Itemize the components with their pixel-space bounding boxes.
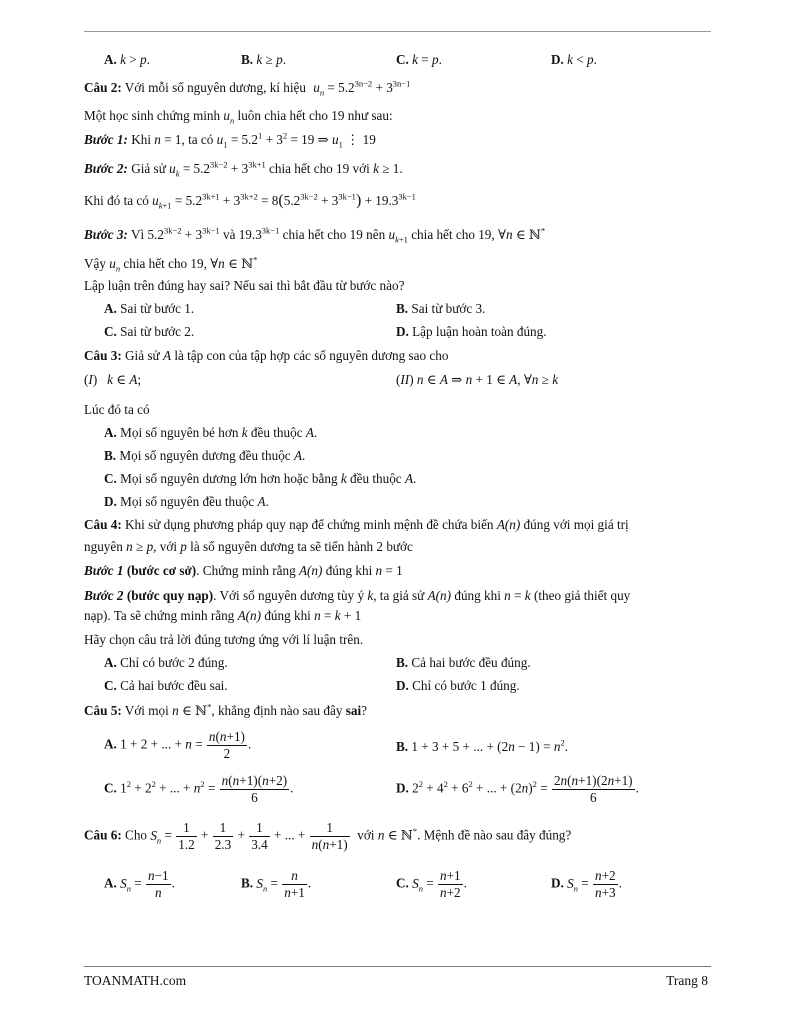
q2-step2-continued: Khi đó ta có $u_{k+1} = 5.2^{3k+1} + 3^{3k+2} = 8(5.2^{3k-2} + 3^{3k-1}) + 19.3^{3k-1}$	[84, 191, 416, 211]
q5-option-b: B. 1 + 3 + 5 + ... + $(2n - 1) = n^2$.	[396, 737, 568, 754]
footer-rule	[84, 966, 711, 967]
q2-conclusion: Vậy $u_n$ chia hết cho 19, ∀n ∈ ℕ*	[84, 254, 258, 274]
q2-option-c: C. Sai từ bước 2.	[104, 324, 195, 339]
q1-option-b: B. k ≥ p.	[241, 52, 286, 67]
q3-condition-2: (II) n ∈ A ⇒ n + 1 ∈ A, ∀n ≥ k	[396, 372, 559, 387]
q4-step1: Bước 1 (bước cơ sở). Chứng minh rằng A(n) đúng khi n = 1	[84, 563, 403, 578]
q3-lead: Lúc đó ta có	[84, 402, 150, 417]
q2-option-d: D. Lập luận hoàn toàn đúng.	[396, 324, 547, 339]
q1-option-d: D. k < p.	[551, 52, 597, 67]
q2-question: Lập luận trên đúng hay sai? Nếu sai thì bắt đầu từ bước nào?	[84, 278, 405, 293]
q4-option-a: A. Chỉ có bước 2 đúng.	[104, 655, 228, 670]
q2-option-a: A. Sai từ bước 1.	[104, 301, 195, 316]
q6-option-c: C. $S_n$ = $\frac{n+1}{n+2}$ .	[396, 868, 467, 900]
q5-stem: Câu 5: Với mọi n ∈ ℕ*, khẳng định nào sau đây sai?	[84, 701, 368, 718]
q3-option-d: D. Mọi số nguyên đều thuộc A.	[104, 494, 269, 509]
q6-option-a: A. $S_n$ = $\frac{n-1}{n}$ .	[104, 868, 175, 900]
q2-option-b: B. Sai từ bước 3.	[396, 301, 486, 316]
q1-option-c: C. k = p.	[396, 52, 442, 67]
q4-option-d: D. Chỉ có bước 1 đúng.	[396, 678, 520, 693]
q6-option-d: D. $S_n$ = $\frac{n+2}{n+3}$ .	[551, 868, 622, 900]
q6-option-b: B. $S_n$ = $\frac{n}{n+1}$ .	[241, 868, 312, 900]
q3-option-b: B. Mọi số nguyên dương đều thuộc A.	[104, 448, 306, 463]
q3-condition-1: (I) k ∈ A;	[84, 372, 142, 387]
q4-option-b: B. Cả hai bước đều đúng.	[396, 655, 531, 670]
q4-step2: Bước 2 (bước quy nạp). Với số nguyên dương tùy ý k, ta giả sử A(n) đúng khi n = k (theo giả thiết quy	[84, 588, 631, 603]
q2-step3: Bước 3: Vì $5.2^{3k-2} + 3^{3k-1}$ và $19.3^{3k-1}$ chia hết cho 19 nên $u_{k+1}$ chia hết cho 19, ∀n ∈ ℕ*	[84, 225, 546, 245]
q1-option-a: A. k > p.	[104, 52, 150, 67]
q4-stem-continued: nguyên n ≥ p, với p là số nguyên dương ta sẽ tiến hành 2 bước	[84, 539, 413, 554]
q5-option-a: A. 1 + 2 + ... + n = $\frac{n(n+1)}{2}$ .	[104, 729, 252, 761]
q3-stem: Câu 3: Giả sử A là tập con của tập hợp các số nguyên dương sao cho	[84, 348, 449, 363]
q4-option-c: C. Cả hai bước đều sai.	[104, 678, 228, 693]
q2-step1: Bước 1: Khi n = 1, ta có $u_1 = 5.2^1 + 3^2 = 19$ ⇒ $u_1$ ⋮ 19	[84, 130, 376, 150]
footer-site: TOANMATH.com	[84, 973, 187, 988]
q2-stem: Câu 2: Với mỗi số nguyên dương, kí hiệu $u_n = 5.2^{3n-2} + 3^{3n-1}$	[84, 78, 411, 98]
q3-option-c: C. Mọi số nguyên dương lớn hơn hoặc bằng k đều thuộc A.	[104, 471, 417, 486]
q5-option-c: C. $1^2 + 2^2$ + ... + $n^2$ = $\frac{n(n+1)(n+2)}{6}$ .	[104, 773, 294, 805]
q2-step2: Bước 2: Giả sử $u_k = 5.2^{3k-2} + 3^{3k+1}$ chia hết cho 19 với k ≥ 1.	[84, 159, 403, 179]
q4-step2-continued: nạp). Ta sẽ chứng minh rằng A(n) đúng khi n = k + 1	[84, 608, 362, 623]
q4-question: Hãy chọn câu trả lời đúng tương ứng với lí luận trên.	[84, 632, 364, 647]
q5-option-d: D. $2^2 + 4^2 + 6^2$ + ... + $(2n)^2$ = $\frac{2n(n+1)(2n+1)}{6}$ .	[396, 773, 639, 805]
q6-stem: Câu 6: Cho $S_n$ = $\frac{1}{1.2}$ + $\frac{1}{2.3}$ + $\frac{1}{3.4}$ + ... + $\frac{1}{n(n+1)}$ với n ∈ ℕ*. Mệnh đề nào sau đây đúng?	[84, 820, 572, 852]
footer-page-number: Trang 8	[666, 973, 708, 988]
q3-option-a: A. Mọi số nguyên bé hơn k đều thuộc A.	[104, 425, 318, 440]
q2-intro: Một học sinh chứng minh $u_n$ luôn chia hết cho 19 như sau:	[84, 108, 393, 126]
q4-stem: Câu 4: Khi sử dụng phương pháp quy nạp để chứng minh mệnh đề chứa biến A(n) đúng với mọi giá trị	[84, 517, 629, 532]
header-rule	[84, 31, 711, 32]
